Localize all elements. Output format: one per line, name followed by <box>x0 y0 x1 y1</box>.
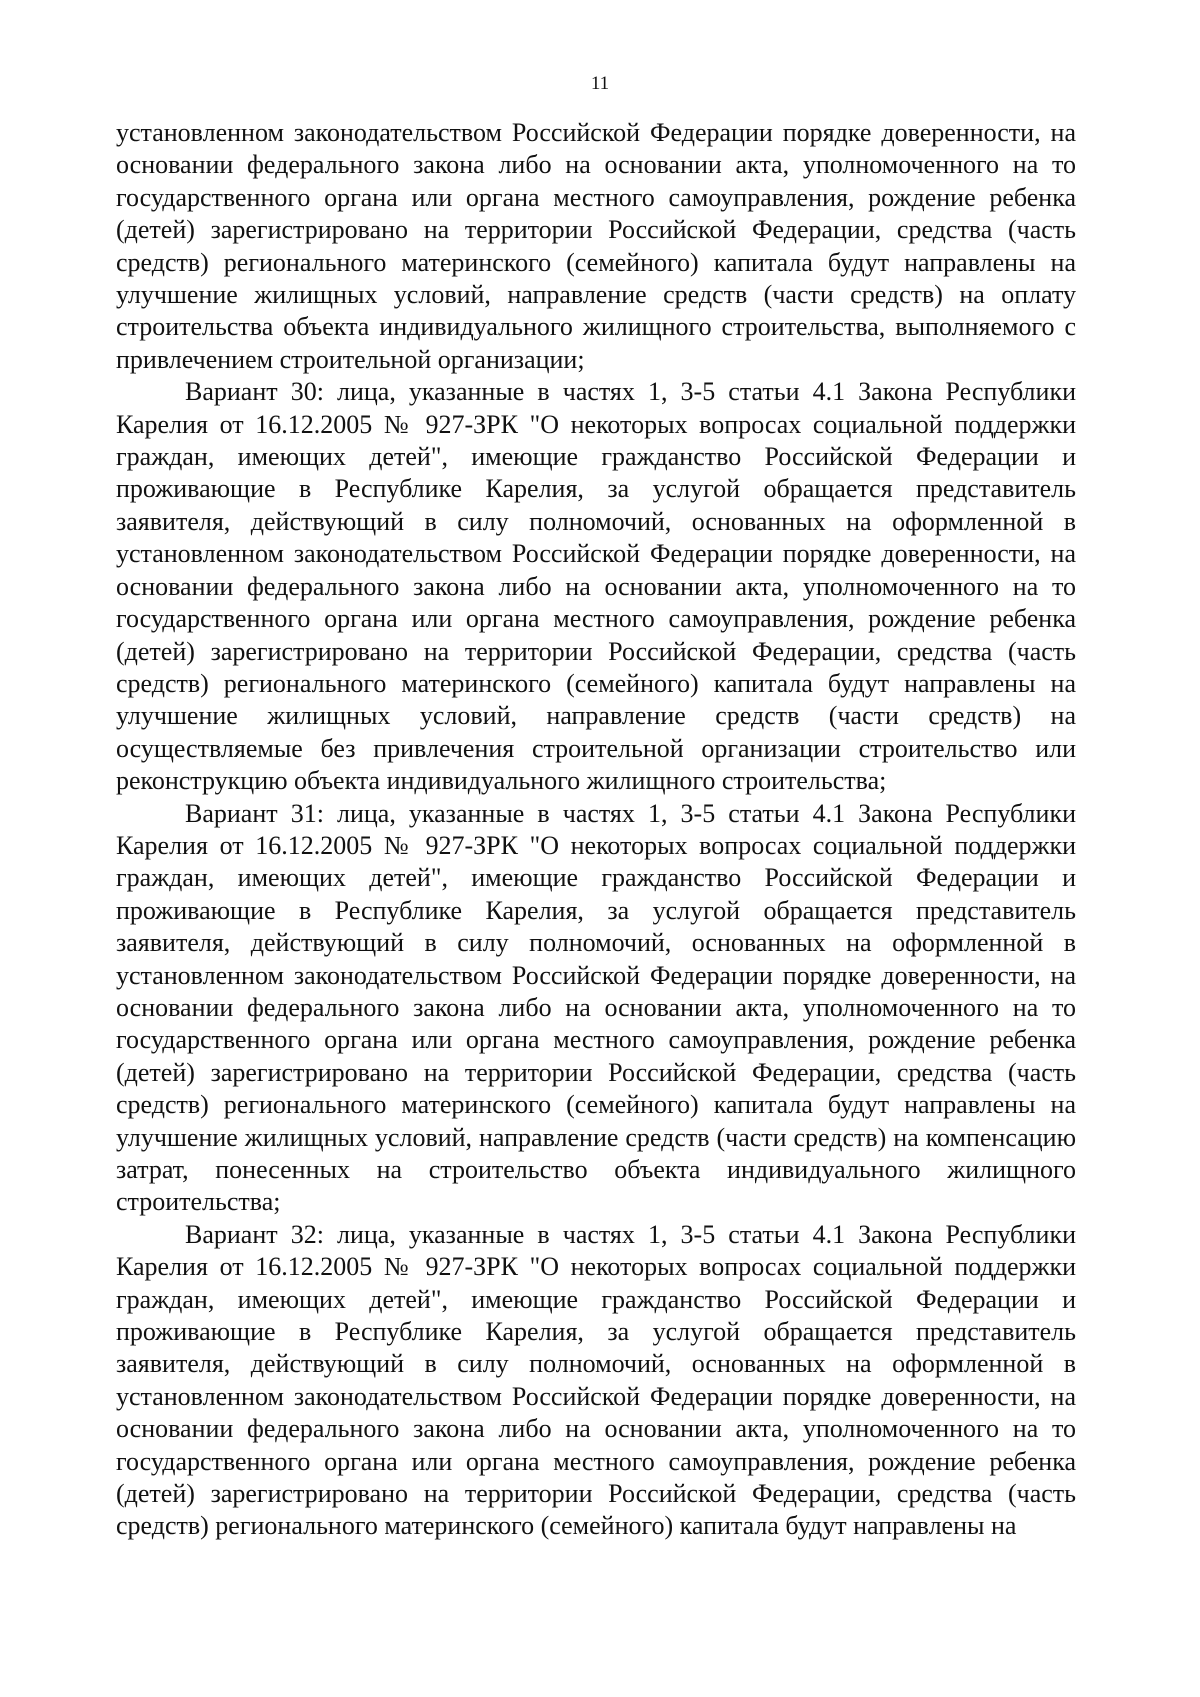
paragraph-variant-31: Вариант 31: лица, указанные в частях 1, 3-5 статьи 4.1 Закона Республики Карелия от 16.12.2005 № 927-ЗРК "О некоторых вопросах социальной поддержки граждан, имеющих детей", имеющие гражданство Российской Федерации и проживающие в Республике Карелия, за услугой обращается представитель заявителя, действующий в силу полномочий, основанных на оформленной в установленном законодательством Российской Федерации порядке доверенности, на основании федерального закона либо на основании акта, уполномоченного на то государственного органа или органа местного самоуправления, рождение ребенка (детей) зарегистрировано на территории Российской Федерации, средства (часть средств) регионального материнского (семейного) капитала будут направлены на улучшение жилищных условий, направление средств (части средств) на компенсацию затрат, понесенных на строительство объекта индивидуального жилищного строительства; <box>116 798 1076 1217</box>
paragraph-variant-30: Вариант 30: лица, указанные в частях 1, 3-5 статьи 4.1 Закона Республики Карелия от 16.12.2005 № 927-ЗРК "О некоторых вопросах социальной поддержки граждан, имеющих детей", имеющие гражданство Российской Федерации и проживающие в Республике Карелия, за услугой обращается представитель заявителя, действующий в силу полномочий, основанных на оформленной в установленном законодательством Российской Федерации порядке доверенности, на основании федерального закона либо на основании акта, уполномоченного на то государственного органа или органа местного самоуправления, рождение ребенка (детей) зарегистрировано на территории Российской Федерации, средства (часть средств) регионального материнского (семейного) капитала будут направлены на улучшение жилищных условий, направление средств (части средств) на осуществляемые без привлечения строительной организации строительство или реконструкцию объекта индивидуального жилищного строительства; <box>116 377 1076 796</box>
document-body <box>116 117 1076 1543</box>
paragraph-continuation: установленном законодательством Российской Федерации порядке доверенности, на основании федерального закона либо на основании акта, уполномоченного на то государственного органа или органа местного самоуправления, рождение ребенка (детей) зарегистрировано на территории Российской Федерации, средства (часть средств) регионального материнского (семейного) капитала будут направлены на улучшение жилищных условий, направление средств (части средств) на оплату строительства объекта индивидуального жилищного строительства, выполняемого с привлечением строительной организации; <box>116 118 1076 374</box>
page-number: 11 <box>590 73 610 94</box>
paragraph-variant-32: Вариант 32: лица, указанные в частях 1, 3-5 статьи 4.1 Закона Республики Карелия от 16.12.2005 № 927-ЗРК "О некоторых вопросах социальной поддержки граждан, имеющих детей", имеющие гражданство Российской Федерации и проживающие в Республике Карелия, за услугой обращается представитель заявителя, действующий в силу полномочий, основанных на оформленной в установленном законодательством Российской Федерации порядке доверенности, на основании федерального закона либо на основании акта, уполномоченного на то государственного органа или органа местного самоуправления, рождение ребенка (детей) зарегистрировано на территории Российской Федерации, средства (часть средств) регионального материнского (семейного) капитала будут направлены на <box>116 1219 1076 1541</box>
